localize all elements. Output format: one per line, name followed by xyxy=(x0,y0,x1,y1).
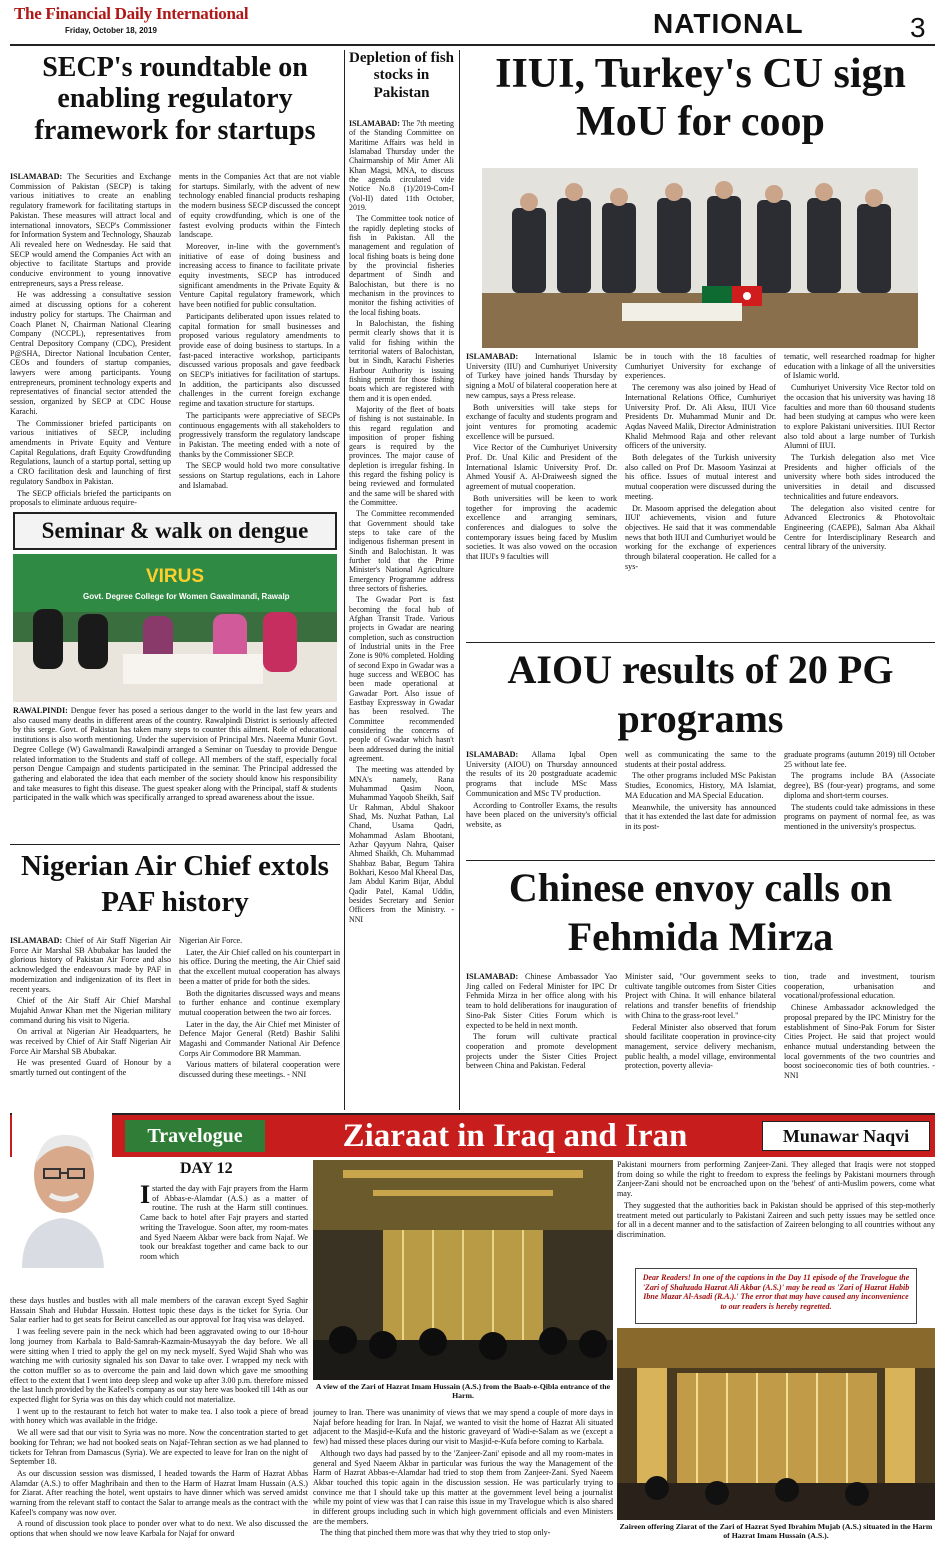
paragraph: Later, the Air Chief called on his counterpart in his office. During the meeting, the Air Chief said that the excellent mutual cooperation has always been a matter of pride for both the sides. xyxy=(179,947,340,986)
zari-illustration xyxy=(617,1328,935,1520)
dengue-headline: Seminar & walk on dengue xyxy=(13,512,337,550)
nigerian-dateline: ISLAMABAD: xyxy=(10,936,63,945)
travelogue-col-2 xyxy=(313,1160,613,1546)
paragraph: The thing that pinched them more was that why they tried to stop only- xyxy=(320,1528,551,1538)
paragraph: As our discussion session was dismissed, I headed towards the Harm of Hazrat Abbas Alamdar (A.S.) to offer Maghribain and then to the Harm of Hazrat Imam Hussain (A.S.) for Ziarat. After reaching the hotel, went upstairs to have dinner which was served amidst warning from the relevant staff to contact the Salar to arrange meals as the contract with the Kafeel's company was now over. xyxy=(10,1468,308,1517)
paragraph: Moreover, in-line with the government's initiative of ease of doing business and increasing access to finance to facilitate private equity investments, SECP has introduced significant amendments in the Private Equity & Venture Capital regulatory framework, which have been notified for public consultation. xyxy=(179,241,340,310)
paragraph: He was addressing a consultative session aimed at discussing options for a coherent industry policy for startups. The Chairman and Coach Planet N, Chairman National Clearing Company (NCCPL), representatives from Central Depository Company (CDC), President P@SHA, Director National Incubation Center, CEOs and founders of startup companies, lawyers were among participants. Young entrepreneurs, prominent technology experts and representatives of financial sector attended the session, organized by SECP at CDC House Karachi. xyxy=(10,290,171,416)
photo-caption-1: A view of the Zari of Hazrat Imam Hussain (A.S.) from the Baab-e-Qibla entrance of the Harm. xyxy=(315,1382,611,1401)
zaireen-ziarat-photo xyxy=(617,1328,935,1520)
paragraph: The Commissioner briefed participants on various initiatives of SECP, including amendments in Private Equity and Venture Capital Regulations, draft Equity Crowdfunding Regulations, launch of a startup portal, setting up a CRO facilitation desk and launching of first regulatory Sandbox in Pakistan. xyxy=(10,418,171,486)
banner-virus-text: VIRUS xyxy=(145,566,205,587)
day-label: DAY 12 xyxy=(180,1160,233,1177)
masthead xyxy=(10,4,935,44)
paragraph: these days hustles and bustles with all male members of the caravan except Syed Saghir Hassain Shah and Hubdar Hussain. Hottest topic these days is the ticket for Syria. Our Salar earlier had to get seats for Beirut cancelled as our approval for Iraq visa was delayed. xyxy=(10,1296,308,1325)
paragraph: International Islamic University (IIU) and Cumhuriyet University of Turkey have joined hands Thursday by signing a MoU of bilateral cooperation here at new campus, says a Press release. xyxy=(466,352,617,400)
paragraph: journey to Iran. There was unanimity of views that we may spend a couple of more days in Najaf before heading for Iran. In Najaf, we wanted to visit the home of Hazrat Ali situated adjacent to the Masjid-e-Kufa and the historic graveyard of Wadi-e-Salam as we (except a few) had missed these places during our visit to Masjid-e-Kufa before coming to Karbala. xyxy=(313,1408,613,1447)
paragraph: The Turkish delegation also met Vice Presidents and higher officials of the university where both sides introduced the universities in detail and discussed technicalities and future endeavors. xyxy=(784,453,935,501)
paragraph: tion, trade and investment, tourism cooperation, urbanisation and vocational/professional education. xyxy=(784,972,935,1001)
nigerian-col-2 xyxy=(179,936,340,1110)
paragraph: I was feeling severe pain in the neck which had been aggravated owing to our 18-hour long journey from Karbala to Bald-Samrah-Kazmain-Musayyab the day before. We all were sitting when I tried to apply the gel on my neck myself. Syed Wajid Shah who was watching me with curiosity signaled his son Davar to take over. I wrapped my neck with the cotton muffler so as to overcome the pain and laid down which gave me smoothing effect to the extent that I went into deep sleep and woke up after 3.00 p.m. therefore missed the last lunch provided by the Kafeel's company as our stay here was booked till 14th as our expected flight for Syria was on this day which could not materialize. xyxy=(10,1327,308,1405)
paragraph: The programs include BA (Associate degree), BS (four-year) programs, and some diploma and short-term courses. xyxy=(784,771,935,800)
paragraph: Although two days had passed by to the 'Zanjeer-Zani' episode and all my room-mates in general and Syed Naeem Akbar in particular was furious the way the Management of the Harm of Hazrat Abbas-e-Alamdar had tried to stop them from Zanjeer-Zani. Syed Naeem Akbar touched this topic again in the discussion session. He was particularly trying to convince me that I should take up this matter at the government level being a journalist while my point of view was that I can raise this issue in my Travelogue which is also shared in different groups including such in which high government officials and even Ministers are the members. xyxy=(313,1448,613,1526)
nigerian-headline: Nigerian Air Chief extols PAF history xyxy=(21,850,329,919)
paragraph: ments in the Companies Act that are not viable for startups. Similarly, with the advent of new technology enabled financial products reshaping the modern business SECP discussed the concept of equity crowdfunding, which is one of the fastest evolving products within the Fintech landscape. xyxy=(179,172,340,240)
paragraph: Both universities will be keen to work together for improving the academic excellence and arranging seminars, conferences and dialogues to solve the contemporary issues being faced by Muslim societies. It was also vowed on the occasion that IIUI's 9 faculties will xyxy=(466,493,617,562)
fish-headline: Depletion of fish stocks in Pakistan xyxy=(349,50,454,101)
chinese-dateline: ISLAMABAD: xyxy=(466,972,519,981)
paragraph: The other programs included MSc Pakistan Studies, Economics, History, MA Islamiat, MA Education and MA Special Education. xyxy=(625,771,776,800)
paragraph: The Gwadar Port is fast becoming the focal hub of Afghan Transit Trade. Various projects in Gwadar are nearing completion, such as construction of Industrial units in the Free Zone is 90% completed. Holding of second Expo in Gwadar was a huge success and WEBOC has been made operational at Gawadar Port. Also issue of Eastbay Expressway in Gwadar has been resolved. The Committee recommended considering the concerns of people of Gwadar which hasn't been addressed during the initial agreement. xyxy=(349,595,454,763)
secp-article xyxy=(10,50,340,510)
chinese-col-2 xyxy=(625,972,776,1110)
correction-note: Dear Readers! In one of the captions in the Day 11 episode of the Travelogue the 'Zari of Shahzada Hazrat Ali Akbar (A.S.)' may be read as 'Zari of Hazrat Habib Ibne Mazar Al-Asadi (R.A.).' The error that may have caused any inconvenience to our readers is hereby regretted. xyxy=(635,1268,917,1324)
paragraph: The delegation also visited centre for Advanced Electronics & Photovoltaic Engineering (CAEPE), Salman Aba Akhail Centre for Interdisciplinary Research and central library of the university. xyxy=(784,503,935,552)
paragraph: Dengue fever has posed a serious danger to the world in the last few years and also caused many deaths in different areas of the country. Rawalpindi District is seriously affected by this serge. Govt. of Pakistan has taken many steps to counter this ailment. Role of educational institutions is also worth mentioning. Under the supervision of Principal Mrs. Naeema Munir Govt. Degree College (W) Gawalmandi Rawalpindi arranged a Seminar on Tuesday to provide Dengue related information to the Students and staff of college. All members of the staff, especially focal person Dengue Campaign and students participated in the seminar. The Principal addressed the gathering and elaborated the idea that each member of the society should know his responsibility and take measures to fight this disease. The guest speaker along with the Principal, staff & students participated in the walk which was specifically arranged to spread awareness about the issue. xyxy=(13,706,337,803)
paragraph: Federal Minister also observed that forum should facilitate cooperation in province-city management, service delivery mechanism, public health, a model village, environmental protection, poverty allevia- xyxy=(625,1022,776,1071)
dengue-dateline: RAWALPINDI: xyxy=(13,706,68,715)
fish-body xyxy=(349,119,454,1104)
paragraph: Later in the day, the Air Chief met Minister of Defence Major General (Retd) Bashir Salihi Magashi and Commander National Air Defence Corps Air Commodore BR Mamman. xyxy=(179,1019,340,1058)
travelogue-banner xyxy=(10,1113,935,1157)
travelogue-col-1 xyxy=(10,1158,308,1546)
paragraph: A round of discussion took place to ponder over what to do next. We also discussed the options that when should we now leave Karbala for Najaf for onward xyxy=(10,1519,308,1539)
iiui-col-3 xyxy=(784,352,935,640)
paragraph: The Committee recommended that Government should take steps to take care of the indigenous fisherman present in Sindh and Balochistan. It was further told that the Prime Minister's National Agriculture Emergency Programme address three sectors of fisheries. xyxy=(349,509,454,594)
paragraph: The forum will cultivate practical cooperation and promote development projects under the Sister Cities Project between China and Pakistan. Federal xyxy=(466,1032,617,1071)
aiou-col-1 xyxy=(466,750,617,858)
paragraph: Majority of the fleet of boats of fishing is not sustainable. In this regard regulation and imposition of proper fishing gears is required by the provinces. The major cause of depletion is irregular fishing. In this regard the fishing policy is being reviewed and formulated and the same will be shared with the Committee. xyxy=(349,404,454,508)
paragraph: In Balochistan, the fishing permit clearly shows that it is valid for fishing within the territorial waters of Balochistan, but in Sindh, Karachi Fisheries Harbour Authority is issuing fishing permit for those fishing boats which are registered with them and it is open ended. xyxy=(349,318,454,403)
chinese-headline: Chinese envoy calls on Fehmida Mirza xyxy=(508,865,893,959)
paragraph: According to Controller Exams, the results have been placed on the university's official website, as xyxy=(466,800,617,829)
paragraph: well as communicating the same to the students at their postal address. xyxy=(625,750,776,769)
nigerian-col-1 xyxy=(10,936,171,1110)
iiui-col-2 xyxy=(625,352,776,640)
signing-ceremony-photo xyxy=(482,168,918,348)
iiui-article xyxy=(466,50,935,640)
secp-dateline: ISLAMABAD: xyxy=(10,172,63,181)
secp-col-2 xyxy=(179,172,340,507)
aiou-headline: AIOU results of 20 PG programs xyxy=(507,647,894,741)
aiou-dateline: ISLAMABAD: xyxy=(466,750,519,759)
paragraph: The 7th meeting of the Standing Committee on Maritime Affairs was held in Islamabad Thursday under the Chairmanship of Mir Amer Ali Khan Magsi, MNA, to discuss the agenda circulated vide Notice No.8 (1)/2019-Com-I (Vol-II) dated 11th October, 2019. xyxy=(349,119,454,212)
paragraph: graduate programs (autumn 2019) till October 25 without late fee. xyxy=(784,750,935,769)
paragraph: be in touch with the 18 faculties of Cumhuriyet University for exchange of experiences. xyxy=(625,352,776,381)
paragraph: Both universities will take steps for exchange of faculty and students program and joint ventures for promoting academic excellence will be pursued. xyxy=(466,402,617,441)
drop-cap: I xyxy=(140,1184,151,1209)
page-number: 3 xyxy=(910,12,926,43)
paragraph: Participants deliberated upon issues related to capital formation for small businesses and proposed various regulatory amendments to provide ease of doing business to startups. In a fast-paced interactive workshop, participants discussed various proposals and gave feedback on SECP's initiatives for facilitation of startups. In addition, the participants also discussed challenges in the current foreign exchange regime and taxation structure for startups. xyxy=(179,311,340,409)
paragraph: The SECP would hold two more consultative sessions on Startup regulations, each in Lahore and Islamabad. xyxy=(179,461,340,490)
banner-college-text: Govt. Degree College for Women Gawalmandi, Rawalp xyxy=(83,592,290,601)
paragraph: Both the dignitaries discussed ways and means to further enhance and continue exemplary mutual cooperation between the two air forces. xyxy=(179,988,340,1017)
paragraph: Cumhuriyet University Vice Rector told on the occasion that his university was having 18 faculties and more than 60 thousand students had been studying at campus who were keen to explore Pakistani universities. IIUI Rector also told about a large number of Turkish Alumni of IIUI. xyxy=(784,383,935,451)
dengue-seminar-photo xyxy=(13,554,337,702)
photo-caption-2: Zaireen offering Ziarat of the Zari of Hazrat Syed Ibrahim Mujab (A.S.) situated in the Harm of Hazrat Imam Hussain (A.S.). xyxy=(619,1522,933,1541)
paragraph: Chief of Air Staff Nigerian Air Force Air Marshal SB Abubakar has lauded the glorious history of Pakistan Air Force and also acknowledged the endeavours made by PAF in modernization and indigenization of its fleet in recent years. xyxy=(10,936,171,994)
shrine-interior-illustration xyxy=(313,1160,613,1380)
fish-dateline: ISLAMABAD: xyxy=(349,119,400,128)
paragraph: Pakistani mourners from performing Zanjeer-Zani. They alleged that Iraqis were not stopped from doing so while the right to freedom to express the feelings by Pakistani mourners through Zanjeer-Zani should not be encroached upon on the 'behest' of anti-Muslim powers, come what may. xyxy=(617,1160,935,1199)
aiou-article xyxy=(466,646,935,858)
aiou-col-3 xyxy=(784,750,935,858)
zari-imam-hussain-photo xyxy=(313,1160,613,1380)
chinese-col-3 xyxy=(784,972,935,1110)
paragraph: He was presented Guard of Honour by a smartly turned out contingent of the xyxy=(10,1058,171,1078)
aiou-col-2 xyxy=(625,750,776,858)
paragraph: Meanwhile, the university has announced that it has extended the last date for admission in its post- xyxy=(625,802,776,831)
paragraph: The participants were appreciative of SECPs continuous engagements with all stakeholders to progressively transform the regulatory landscape in Pakistan. The meeting ended with a note of thanks by the Commissioner SECP. xyxy=(179,410,340,459)
paragraph: started the day with Fajr prayers from the Harm of Abbas-e-Alamdar (A.S.) as a matter of routine. The rush at the Harm still continues. Came back to hotel after Fajr prayers and started writing the Travelogue. Soon after, my room-mates and Syed Naeem Akbar were back from Najaf. We took our breakfast together and came back to our room which xyxy=(140,1184,308,1261)
chinese-article xyxy=(466,864,935,1110)
iiui-col-1 xyxy=(466,352,617,640)
section-label: NATIONAL xyxy=(653,8,804,39)
paragraph: Both delegates of the Turkish university also called on Prof Dr. Masoom Yasinzai at his office. Issues of mutual interest and mutual cooperation were discussed during the meeting. xyxy=(625,453,776,501)
paragraph: The Securities and Exchange Commission of Pakistan (SECP) is taking various initiatives to create an enabling regulatory framework for facilitating startups in Pakistan. These measures will attract local and international innovators, SECP's Commissioner for Information System and Technology, Shauzab Ali revealed here on Wednesday. He said that SECP would amend the Companies Act with an objective to facilitate Startups and provide conducive environment to young innovative entrepreneurs, says a Press release. xyxy=(10,172,171,288)
paper-name: The Financial Daily International xyxy=(14,4,249,23)
iiui-dateline: ISLAMABAD: xyxy=(466,352,519,361)
paragraph: The students could take admissions in these programs on payment of normal fee, as was mentioned in the university's prospectus. xyxy=(784,802,935,831)
paragraph: We all were sad that our visit to Syria was no more. Now the concentration started to get booking for Tehran; we had not booked seats on Najaf-Tehran section as we had planned to tickets for Tehran from Damascus (Syria). We are expected to leave for Iran on the night of September 18. xyxy=(10,1428,308,1467)
nigerian-article xyxy=(10,848,340,1110)
paragraph: On arrival at Nigerian Air Headquarters, he was received by Chief of Air Staff Nigerian Air Force Air Marshal SB Abubakar. xyxy=(10,1027,171,1056)
secp-col-1 xyxy=(10,172,171,507)
signing-ceremony-illustration xyxy=(482,168,918,348)
paragraph: Vice Rector of the Cumhuriyet University Prof. Dr. Unal Kilic and President of the International Islamic University Prof. Dr. Ahmed Yousif A. Al-Draiweesh signed the agreement of mutual cooperation. xyxy=(466,443,617,492)
dengue-body xyxy=(13,706,337,838)
paragraph: tematic, well researched roadmap for higher education with a linkage of all the universities of Islamic world. xyxy=(784,352,935,381)
paragraph: The SECP officials briefed the participants on proposals to eliminate arduous require- xyxy=(10,488,171,507)
fish-article xyxy=(349,50,454,1110)
chinese-col-1 xyxy=(466,972,617,1110)
dengue-article xyxy=(10,512,340,842)
travelogue-col-3 xyxy=(617,1160,935,1546)
paragraph: Minister said, "Our government seeks to cultivate tangible outcomes from Sister Cities Project with China. It will enhance bilateral relations and transfer benefits of friendship with China to the grass-root level." xyxy=(625,972,776,1020)
paragraph: Chief of the Air Staff Air Chief Marshal Mujahid Anwar Khan met the Nigerian military command during his visit to Nigeria. xyxy=(10,996,171,1025)
paragraph: Chinese Ambassador Yao Jing called on Federal Minister for IPC Dr Fehmida Mirza in her office along with his team to hold deliberations for inauguration of Sino-Pak Sister Cities Forum which is expected to be held in next month. xyxy=(466,972,617,1030)
author-name: Munawar Naqvi xyxy=(762,1121,930,1151)
paragraph: They suggested that the authorities back in Pakistan should be apprised of this step-motherly treatment meted out particularly to Pakistani Zaireen and such petty issues may be settled once for all in a decent manner and to the satisfaction of Zaireen belonging to all countries without any discrimination. xyxy=(617,1200,935,1239)
travelogue-label: Travelogue xyxy=(125,1120,265,1152)
travelogue-headline: Ziaraat in Iraq and Iran xyxy=(342,1118,688,1154)
paragraph: Various matters of bilateral cooperation were discussed during these meetings. - NNI xyxy=(179,1060,340,1080)
secp-headline: SECP's roundtable on enabling regulatory framework for startups xyxy=(34,52,316,146)
issue-date: Friday, October 18, 2019 xyxy=(65,26,157,35)
paragraph: Chinese Ambassador acknowledged the proposal prepared by the IPC Ministry for the establishment of Sino-Pak Forum for Sister Cities Project. He said that project would enhance mutual understanding between the local governments of the two countries and boost socioeconomic ties of both countries. - NNI xyxy=(784,1003,935,1081)
paragraph: Nigerian Air Force. xyxy=(179,936,243,945)
paragraph: The ceremony was also joined by Head of International Relations Office, Cumhuriyet University Prof. Dr. Ali Aksu, IIUI Vice Presidents Dr. Muhammad Munir and Dr. Aqdas Naveed Malik, Director Administration Khalid Mehmood Raja and other relevant officers of the university. xyxy=(625,383,776,451)
paragraph: The Committee took notice of the rapidly depleting stocks of fish in Pakistan. All the management and regulation of local fishing boats is being done by the provincial fisheries department of Sindh and Balochistan, but there is no mechanism in the provinces to monitor the fishing activities of the local fishing boats. xyxy=(349,214,454,317)
paragraph: The meeting was attended by MNA's namely, Rana Muhammad Qasim Noon, Muhammad Yaqoob Sheikh, Saif Ur Rahman, Abdul Shakoor Shad, Ms. Nuzhat Pathan, Lal Chand, Usama Qadri, Mohammad Aslam Bhootani, Azhar Qayyum Nahra, Qaiser Ahmed Shaikh, Ch. Muhammad Shahbaz Babar, Begum Tahira Bokhari, Kesoo Mal Kheeal Das, Jam Abdul Karim Bijar, Abdul Qadir Patel, Kamal Uddin, besides Secretary and Senior Officers from the Ministry. - NNI xyxy=(349,765,454,924)
iiui-headline: IIUI, Turkey's CU sign MoU for coop xyxy=(495,51,906,146)
paragraph: Allama Iqbal Open University (AIOU) on Thursday announced the results of its 20 postgraduate academic programs that include MSc Mass Communication and MSc TV production. xyxy=(466,750,618,798)
paragraph: Dr. Masoom apprised the delegation about IIUI' achievements, vision and future objectives. He said that it was commendable news that both IIUI and Cumhuriyet would be working for the exchange of experiences through bilateral cooperation. He called for a sys- xyxy=(625,503,776,571)
paragraph: I went up to the restaurant to fetch hot water to make tea. I also took a piece of bread with honey which was available in the fridge. xyxy=(10,1406,308,1426)
